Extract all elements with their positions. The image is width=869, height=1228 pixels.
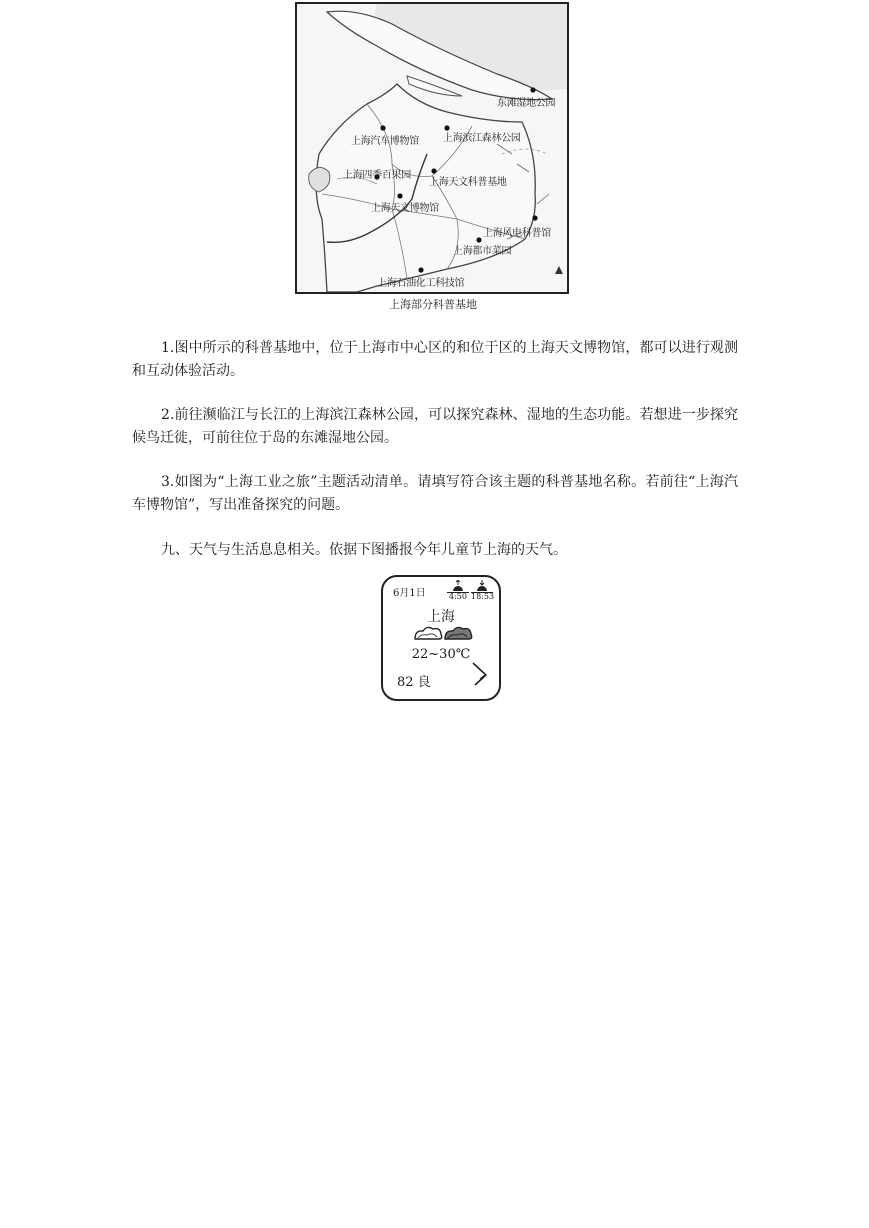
weather-city: 上海 bbox=[427, 609, 455, 625]
question-2: 2.前往濒临江与长江的上海滨江森林公园，可以探究森林、湿地的生态功能。若想进一步探究候鸟迁徙，可前往位于岛的东滩湿地公园。 bbox=[132, 407, 738, 446]
sunrise-time: 4:50 bbox=[447, 592, 469, 601]
label-binjiang-forest: 上海滨江森林公园 bbox=[443, 133, 521, 144]
label-auto-museum: 上海汽车博物馆 bbox=[351, 136, 419, 147]
map-figure bbox=[294, 0, 572, 318]
sunset-time: 18:53 bbox=[471, 592, 495, 601]
label-astronomy-museum: 上海天文博物馆 bbox=[371, 203, 439, 214]
sunset bbox=[471, 580, 493, 601]
label-urban-garden: 上海都市菜园 bbox=[453, 246, 512, 257]
air-quality: 82 良 bbox=[397, 675, 431, 690]
weather-card bbox=[381, 575, 501, 701]
section-9-heading: 九、天气与生活息息相关。依据下图播报今年儿童节上海的天气。 bbox=[161, 542, 567, 558]
label-wind-power: 上海风电科普馆 bbox=[483, 228, 551, 239]
label-petrochem: 上海石油化工科技馆 bbox=[377, 278, 465, 289]
map-drawing bbox=[297, 4, 567, 292]
cloud-icon bbox=[413, 624, 473, 642]
label-fruit-garden: 上海四季百果园 bbox=[343, 170, 411, 181]
sunrise bbox=[447, 580, 469, 601]
sunset-icon bbox=[475, 580, 489, 592]
weather-temperature: 22~30℃ bbox=[411, 647, 471, 662]
sunrise-icon bbox=[451, 580, 465, 592]
wind-icon bbox=[471, 661, 489, 691]
label-dongtan: 东滩湿地公园 bbox=[497, 98, 556, 109]
mainland bbox=[316, 84, 535, 292]
question-1: 1.图中所示的科普基地中，位于上海市中心区的和位于区的上海天文博物馆，都可以进行观测和互动体验活动。 bbox=[132, 340, 738, 379]
question-3: 3.如图为“上海工业之旅”主题活动清单。请填写符合该主题的科普基地名称。若前往“上海汽车博物馆”，写出准备探究的问题。 bbox=[132, 474, 738, 513]
map-caption: 上海部分科普基地 bbox=[389, 298, 477, 311]
label-astronomy-base: 上海天文科普基地 bbox=[429, 177, 507, 188]
shanghai-map bbox=[295, 2, 569, 294]
weather-icons bbox=[413, 624, 473, 646]
weather-date: 6月1日 bbox=[393, 588, 426, 599]
